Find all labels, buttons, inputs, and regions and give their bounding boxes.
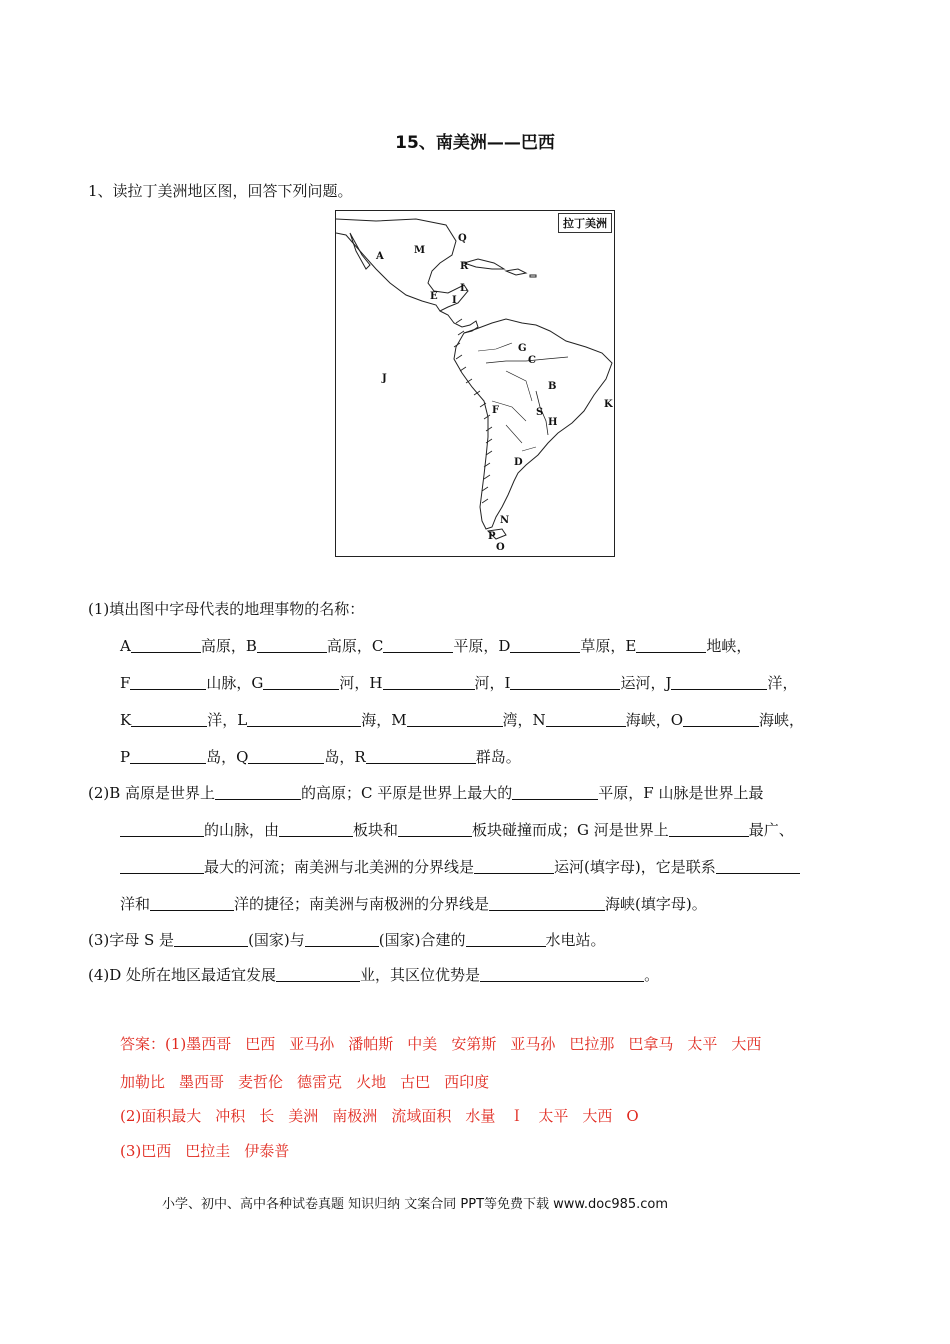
answer-line-2 [120,1071,489,1092]
answer-blank[interactable] [131,712,207,727]
text-segment: 。 [644,966,660,984]
answer-blank[interactable] [248,749,324,764]
text-segment: 平原，D [453,637,511,655]
answer-blank[interactable] [546,712,626,727]
answer-text: 古巴 [400,1073,431,1091]
answer-blank[interactable] [671,675,767,690]
part2-line2 [120,819,794,840]
text-segment: 板块和 [353,821,399,839]
text-segment: 最大的河流；南美洲与北美洲的分界线是 [204,858,475,876]
answer-line-3 [120,1105,639,1126]
answer-text: (3)巴西 [120,1142,172,1160]
text-segment: 洋，L [207,711,248,729]
answer-blank[interactable] [279,822,353,837]
text-segment: 水电站。 [545,931,606,949]
hispaniola-outline [506,269,526,275]
answer-blank[interactable] [716,859,800,874]
answer-line-4 [120,1140,289,1161]
central-america-outline [440,311,478,333]
text-segment: 岛，Q [206,748,249,766]
answer-text: 巴西 [245,1035,276,1053]
map-legend: 拉丁美洲 [558,213,612,233]
answer-text: 冲积 [215,1107,246,1125]
answer-text: 巴拉圭 [185,1142,231,1160]
answer-blank[interactable] [150,896,234,911]
answer-blank[interactable] [215,785,301,800]
answer-blank[interactable] [257,638,327,653]
map-label-i: I [452,295,457,306]
text-segment: 地峡， [706,637,752,655]
part2-line1 [88,782,763,803]
answer-text: 加勒比 [120,1073,166,1091]
answer-text: 中美 [407,1035,438,1053]
answer-text: 墨西哥 [179,1073,225,1091]
map-label-n: N [500,515,510,526]
text-segment: (2)B 高原是世界上 [88,784,216,802]
latin-america-map [335,210,615,557]
answer-text: 亚马孙 [289,1035,335,1053]
text-segment: 海，M [361,711,407,729]
answer-blank[interactable] [510,638,580,653]
map-label-f: F [492,405,500,416]
answer-blank[interactable] [130,749,206,764]
answer-blank[interactable] [305,932,379,947]
answer-text: 长 [259,1107,275,1125]
map-label-h: H [548,417,558,428]
map-label-b: B [548,381,557,392]
answer-text: 潘帕斯 [348,1035,394,1053]
text-segment: 业，其区位优势是 [360,966,481,984]
text-segment: 洋， [767,674,798,692]
answer-text: (2)面积最大 [120,1107,202,1125]
cuba-outline [464,259,504,269]
text-segment: (国家)合建的 [378,931,466,949]
map-label-s: S [536,407,544,418]
map-label-j: J [382,373,387,384]
answer-text: 太平 [538,1107,569,1125]
answer-text: 流域面积 [391,1107,452,1125]
baja-outline [350,233,370,269]
answer-blank[interactable] [247,712,361,727]
mexico-outline [336,219,468,311]
answer-text: 南极洲 [332,1107,378,1125]
answer-text: 亚马孙 [510,1035,556,1053]
text-segment: 板块碰撞而成；G 河是世界上 [472,821,669,839]
text-segment: 的山脉，由 [204,821,280,839]
part1-heading: (1)填出图中字母代表的地理事物的名称： [88,600,365,618]
text-segment: 河，H [339,674,383,692]
page-title: 15、南美洲——巴西 [395,133,555,153]
map-label-d: D [514,457,523,468]
answer-text: 美洲 [288,1107,319,1125]
answer-text: 麦哲伦 [238,1073,284,1091]
answer-blank[interactable] [474,859,554,874]
text-segment: A [120,637,131,655]
answer-blank[interactable] [174,932,248,947]
answer-text: Ｉ [509,1107,525,1125]
answer-text: 巴拉那 [569,1035,615,1053]
answer-text: 答案：(1)墨西哥 [120,1035,232,1053]
answer-blank[interactable] [512,785,598,800]
map-label-m: M [414,245,426,256]
answer-blank[interactable] [407,712,503,727]
answer-blank[interactable] [669,822,749,837]
part1-row1 [120,635,751,656]
part1-row4 [120,746,521,767]
answer-blank[interactable] [489,896,605,911]
text-segment: 高原，C [326,637,384,655]
answer-text: O [626,1107,639,1125]
text-segment: 洋的捷径；南美洲与南极洲的分界线是 [234,895,490,913]
answer-blank[interactable] [383,638,453,653]
map-label-k: K [604,399,613,410]
part4-line [88,964,659,985]
text-segment: P [120,748,131,766]
answer-text: 巴拿马 [628,1035,674,1053]
answer-blank[interactable] [120,859,204,874]
text-segment: 的高原；C 平原是世界上最大的 [301,784,513,802]
answer-text: 大西 [582,1107,613,1125]
text-segment: 运河(填字母)，它是联系 [554,858,716,876]
text-segment: 岛，R [324,748,366,766]
map-label-c: C [528,355,536,366]
answer-text: 火地 [356,1073,387,1091]
puerto-rico-outline [530,275,536,277]
text-segment: 洋和 [120,895,151,913]
text-segment: 高原，B [200,637,257,655]
text-segment: 运河，J [620,674,672,692]
text-segment: 河，I [474,674,511,692]
answer-blank[interactable] [480,967,644,982]
answer-blank[interactable] [383,675,475,690]
answer-text: 安第斯 [451,1035,497,1053]
answer-text: 太平 [687,1035,718,1053]
part1-row3 [120,709,804,730]
map-label-o: O [496,542,505,553]
answer-text: 大西 [731,1035,762,1053]
south-america-outline [454,319,612,529]
text-segment: 群岛。 [475,748,521,766]
answer-blank[interactable] [263,675,339,690]
answer-blank[interactable] [510,675,620,690]
text-segment: 山脉，G [206,674,264,692]
amazon-river [486,357,568,363]
answer-text: 西印度 [444,1073,490,1091]
page-footer: 小学、初中、高中各种试卷真题 知识归纳 文案合同 PPT等免费下载 www.doc985.com [162,1197,669,1212]
text-segment: 海峡(填字母)。 [605,895,707,913]
part1-row2 [120,672,797,693]
answer-blank[interactable] [466,932,546,947]
text-segment: K [120,711,132,729]
map-label-l: L [460,283,468,294]
map-label-e: E [430,291,438,302]
answer-blank[interactable] [131,638,201,653]
text-segment: 平原，F 山脉是世界上最 [598,784,764,802]
map-drawing [336,211,614,556]
part2-line3 [120,856,800,877]
answer-blank[interactable] [120,822,204,837]
answer-blank[interactable] [366,749,476,764]
answer-blank[interactable] [130,675,206,690]
text-segment: 最广、 [748,821,794,839]
map-label-g: G [518,343,527,354]
answer-text: 伊泰普 [244,1142,290,1160]
text-segment: 草原，E [580,637,637,655]
answer-line-1 [120,1033,761,1054]
part2-line4 [120,893,707,914]
text-segment: (国家)与 [248,931,305,949]
answer-blank[interactable] [636,638,706,653]
part3-line [88,929,606,950]
question-intro: 1、读拉丁美洲地区图，回答下列问题。 [88,182,353,200]
text-segment: (4)D 处所在地区最适宜发展 [88,966,277,984]
map-label-r: R [460,261,469,272]
text-segment: F [120,674,131,692]
answer-text: 水量 [465,1107,496,1125]
text-segment: 湾，N [502,711,546,729]
answer-text: 德雷克 [297,1073,343,1091]
answer-blank[interactable] [683,712,759,727]
text-segment: 海峡，O [625,711,683,729]
text-segment: (3)字母 S 是 [88,931,175,949]
map-label-p: P [488,531,496,542]
answer-blank[interactable] [398,822,472,837]
text-segment: 海峡， [759,711,805,729]
answer-blank[interactable] [276,967,360,982]
map-label-q: Q [458,233,467,244]
map-label-a: A [376,251,384,262]
